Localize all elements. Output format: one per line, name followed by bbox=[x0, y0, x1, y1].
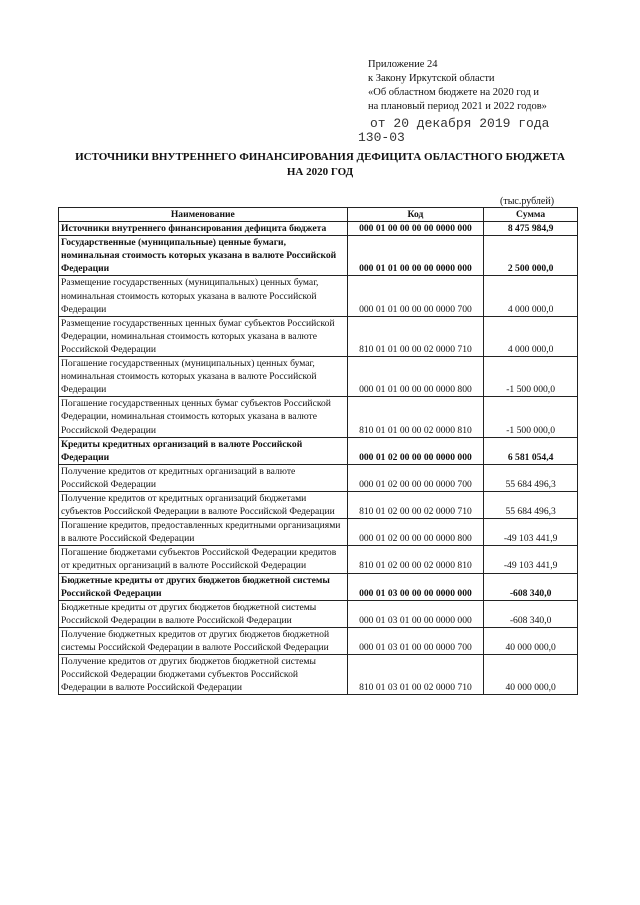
row-name-cell: Погашение бюджетами субъектов Российской Федерации кредитов от кредитных организаций в валюте Российской Федерации bbox=[59, 546, 348, 573]
row-name-cell: Погашение государственных ценных бумаг субъектов Российской Федерации, номинальная стоимость которых указана в валюте Российской Федерации bbox=[59, 397, 348, 437]
financing-sources-table bbox=[58, 207, 578, 695]
units-label: (тыс.рублей) bbox=[500, 196, 555, 207]
annex-line: на плановый период 2021 и 2022 годов» bbox=[368, 101, 547, 112]
row-sum-cell: -608 340,0 bbox=[484, 573, 578, 600]
row-sum-cell: 4 000 000,0 bbox=[484, 316, 578, 356]
annex-block bbox=[368, 58, 630, 114]
row-sum-cell: -49 103 441,9 bbox=[484, 546, 578, 573]
row-code-cell: 000 01 03 00 00 00 0000 000 bbox=[347, 573, 484, 600]
row-code-cell: 000 01 02 00 00 00 0000 800 bbox=[347, 519, 484, 546]
row-code-cell: 810 01 03 01 00 02 0000 710 bbox=[347, 655, 484, 695]
row-name-cell: Получение кредитов от кредитных организаций бюджетами субъектов Российской Федерации в валюте Российской Федерации bbox=[59, 491, 348, 518]
table-row bbox=[59, 600, 578, 627]
row-name-cell: Погашение государственных (муниципальных) ценных бумаг, номинальная стоимость которых указана в валюте Российской Федерации bbox=[59, 357, 348, 397]
table-row bbox=[59, 437, 578, 464]
table-row bbox=[59, 546, 578, 573]
row-sum-cell: -608 340,0 bbox=[484, 600, 578, 627]
table-row bbox=[59, 627, 578, 654]
table-row bbox=[59, 519, 578, 546]
table-body bbox=[59, 222, 578, 695]
row-name-cell: Государственные (муниципальные) ценные бумаги, номинальная стоимость которых указана в валюте Российской Федерации bbox=[59, 236, 348, 276]
annex-line: Приложение 24 bbox=[368, 59, 438, 70]
row-name-cell: Получение кредитов от других бюджетов бюджетной системы Российской Федерации бюджетами субъектов Российской Федерации в валюте Российской Федерации bbox=[59, 655, 348, 695]
title-line: НА 2020 ГОД bbox=[286, 166, 354, 178]
stamp-date: от 20 декабря 2019 года bbox=[370, 116, 550, 131]
row-code-cell: 000 01 03 01 00 00 0000 000 bbox=[347, 600, 484, 627]
row-code-cell: 000 01 02 00 00 00 0000 700 bbox=[347, 464, 484, 491]
row-code-cell: 000 01 03 01 00 00 0000 700 bbox=[347, 627, 484, 654]
row-name-cell: Источники внутреннего финансирования дефицита бюджета bbox=[59, 222, 348, 236]
row-code-cell: 000 01 02 00 00 00 0000 000 bbox=[347, 437, 484, 464]
table-row bbox=[59, 236, 578, 276]
row-code-cell: 000 01 01 00 00 00 0000 800 bbox=[347, 357, 484, 397]
row-sum-cell: 2 500 000,0 bbox=[484, 236, 578, 276]
row-code-cell: 810 01 01 00 00 02 0000 710 bbox=[347, 316, 484, 356]
table-row bbox=[59, 316, 578, 356]
table-row bbox=[59, 276, 578, 316]
title-line: ИСТОЧНИКИ ВНУТРЕННЕГО ФИНАНСИРОВАНИЯ ДЕФИЦИТА ОБЛАСТНОГО БЮДЖЕТА bbox=[75, 151, 565, 163]
table-row bbox=[59, 222, 578, 236]
annex-line: «Об областном бюджете на 2020 год и bbox=[368, 87, 539, 98]
table-row bbox=[59, 491, 578, 518]
row-sum-cell: 40 000 000,0 bbox=[484, 627, 578, 654]
row-name-cell: Размещение государственных ценных бумаг субъектов Российской Федерации, номинальная стоимость которых указана в валюте Российской Федерации bbox=[59, 316, 348, 356]
table-row bbox=[59, 464, 578, 491]
row-name-cell: Погашение кредитов, предоставленных кредитными организациями в валюте Российской Федерации bbox=[59, 519, 348, 546]
table-row bbox=[59, 573, 578, 600]
row-sum-cell: -49 103 441,9 bbox=[484, 519, 578, 546]
row-sum-cell: 4 000 000,0 bbox=[484, 276, 578, 316]
table-row bbox=[59, 655, 578, 695]
row-code-cell: 000 01 00 00 00 00 0000 000 bbox=[347, 222, 484, 236]
header-sum: Сумма bbox=[484, 208, 578, 222]
row-sum-cell: 8 475 984,9 bbox=[484, 222, 578, 236]
table-row bbox=[59, 397, 578, 437]
row-sum-cell: -1 500 000,0 bbox=[484, 357, 578, 397]
row-code-cell: 810 01 02 00 00 02 0000 810 bbox=[347, 546, 484, 573]
row-name-cell: Бюджетные кредиты от других бюджетов бюджетной системы Российской Федерации в валюте Российской Федерации bbox=[59, 600, 348, 627]
row-code-cell: 000 01 01 00 00 00 0000 000 bbox=[347, 236, 484, 276]
annex-line: к Закону Иркутской области bbox=[368, 73, 495, 84]
row-name-cell: Размещение государственных (муниципальных) ценных бумаг, номинальная стоимость которых указана в валюте Российской Федерации bbox=[59, 276, 348, 316]
row-sum-cell: 55 684 496,3 bbox=[484, 464, 578, 491]
table-row bbox=[59, 357, 578, 397]
row-code-cell: 810 01 02 00 00 02 0000 710 bbox=[347, 491, 484, 518]
row-name-cell: Бюджетные кредиты от других бюджетов бюджетной системы Российской Федерации bbox=[59, 573, 348, 600]
row-sum-cell: 40 000 000,0 bbox=[484, 655, 578, 695]
row-name-cell: Получение кредитов от кредитных организаций в валюте Российской Федерации bbox=[59, 464, 348, 491]
row-name-cell: Получение бюджетных кредитов от других бюджетов бюджетной системы Российской Федерации в валюте Российской Федерации bbox=[59, 627, 348, 654]
document-title bbox=[40, 150, 600, 180]
stamp-number: 130-03 bbox=[358, 130, 405, 145]
header-code: Код bbox=[347, 208, 484, 222]
row-name-cell: Кредиты кредитных организаций в валюте Российской Федерации bbox=[59, 437, 348, 464]
header-name: Наименование bbox=[59, 208, 348, 222]
table-header-row bbox=[59, 208, 578, 222]
row-code-cell: 810 01 01 00 00 02 0000 810 bbox=[347, 397, 484, 437]
row-sum-cell: -1 500 000,0 bbox=[484, 397, 578, 437]
row-sum-cell: 55 684 496,3 bbox=[484, 491, 578, 518]
row-code-cell: 000 01 01 00 00 00 0000 700 bbox=[347, 276, 484, 316]
row-sum-cell: 6 581 054,4 bbox=[484, 437, 578, 464]
